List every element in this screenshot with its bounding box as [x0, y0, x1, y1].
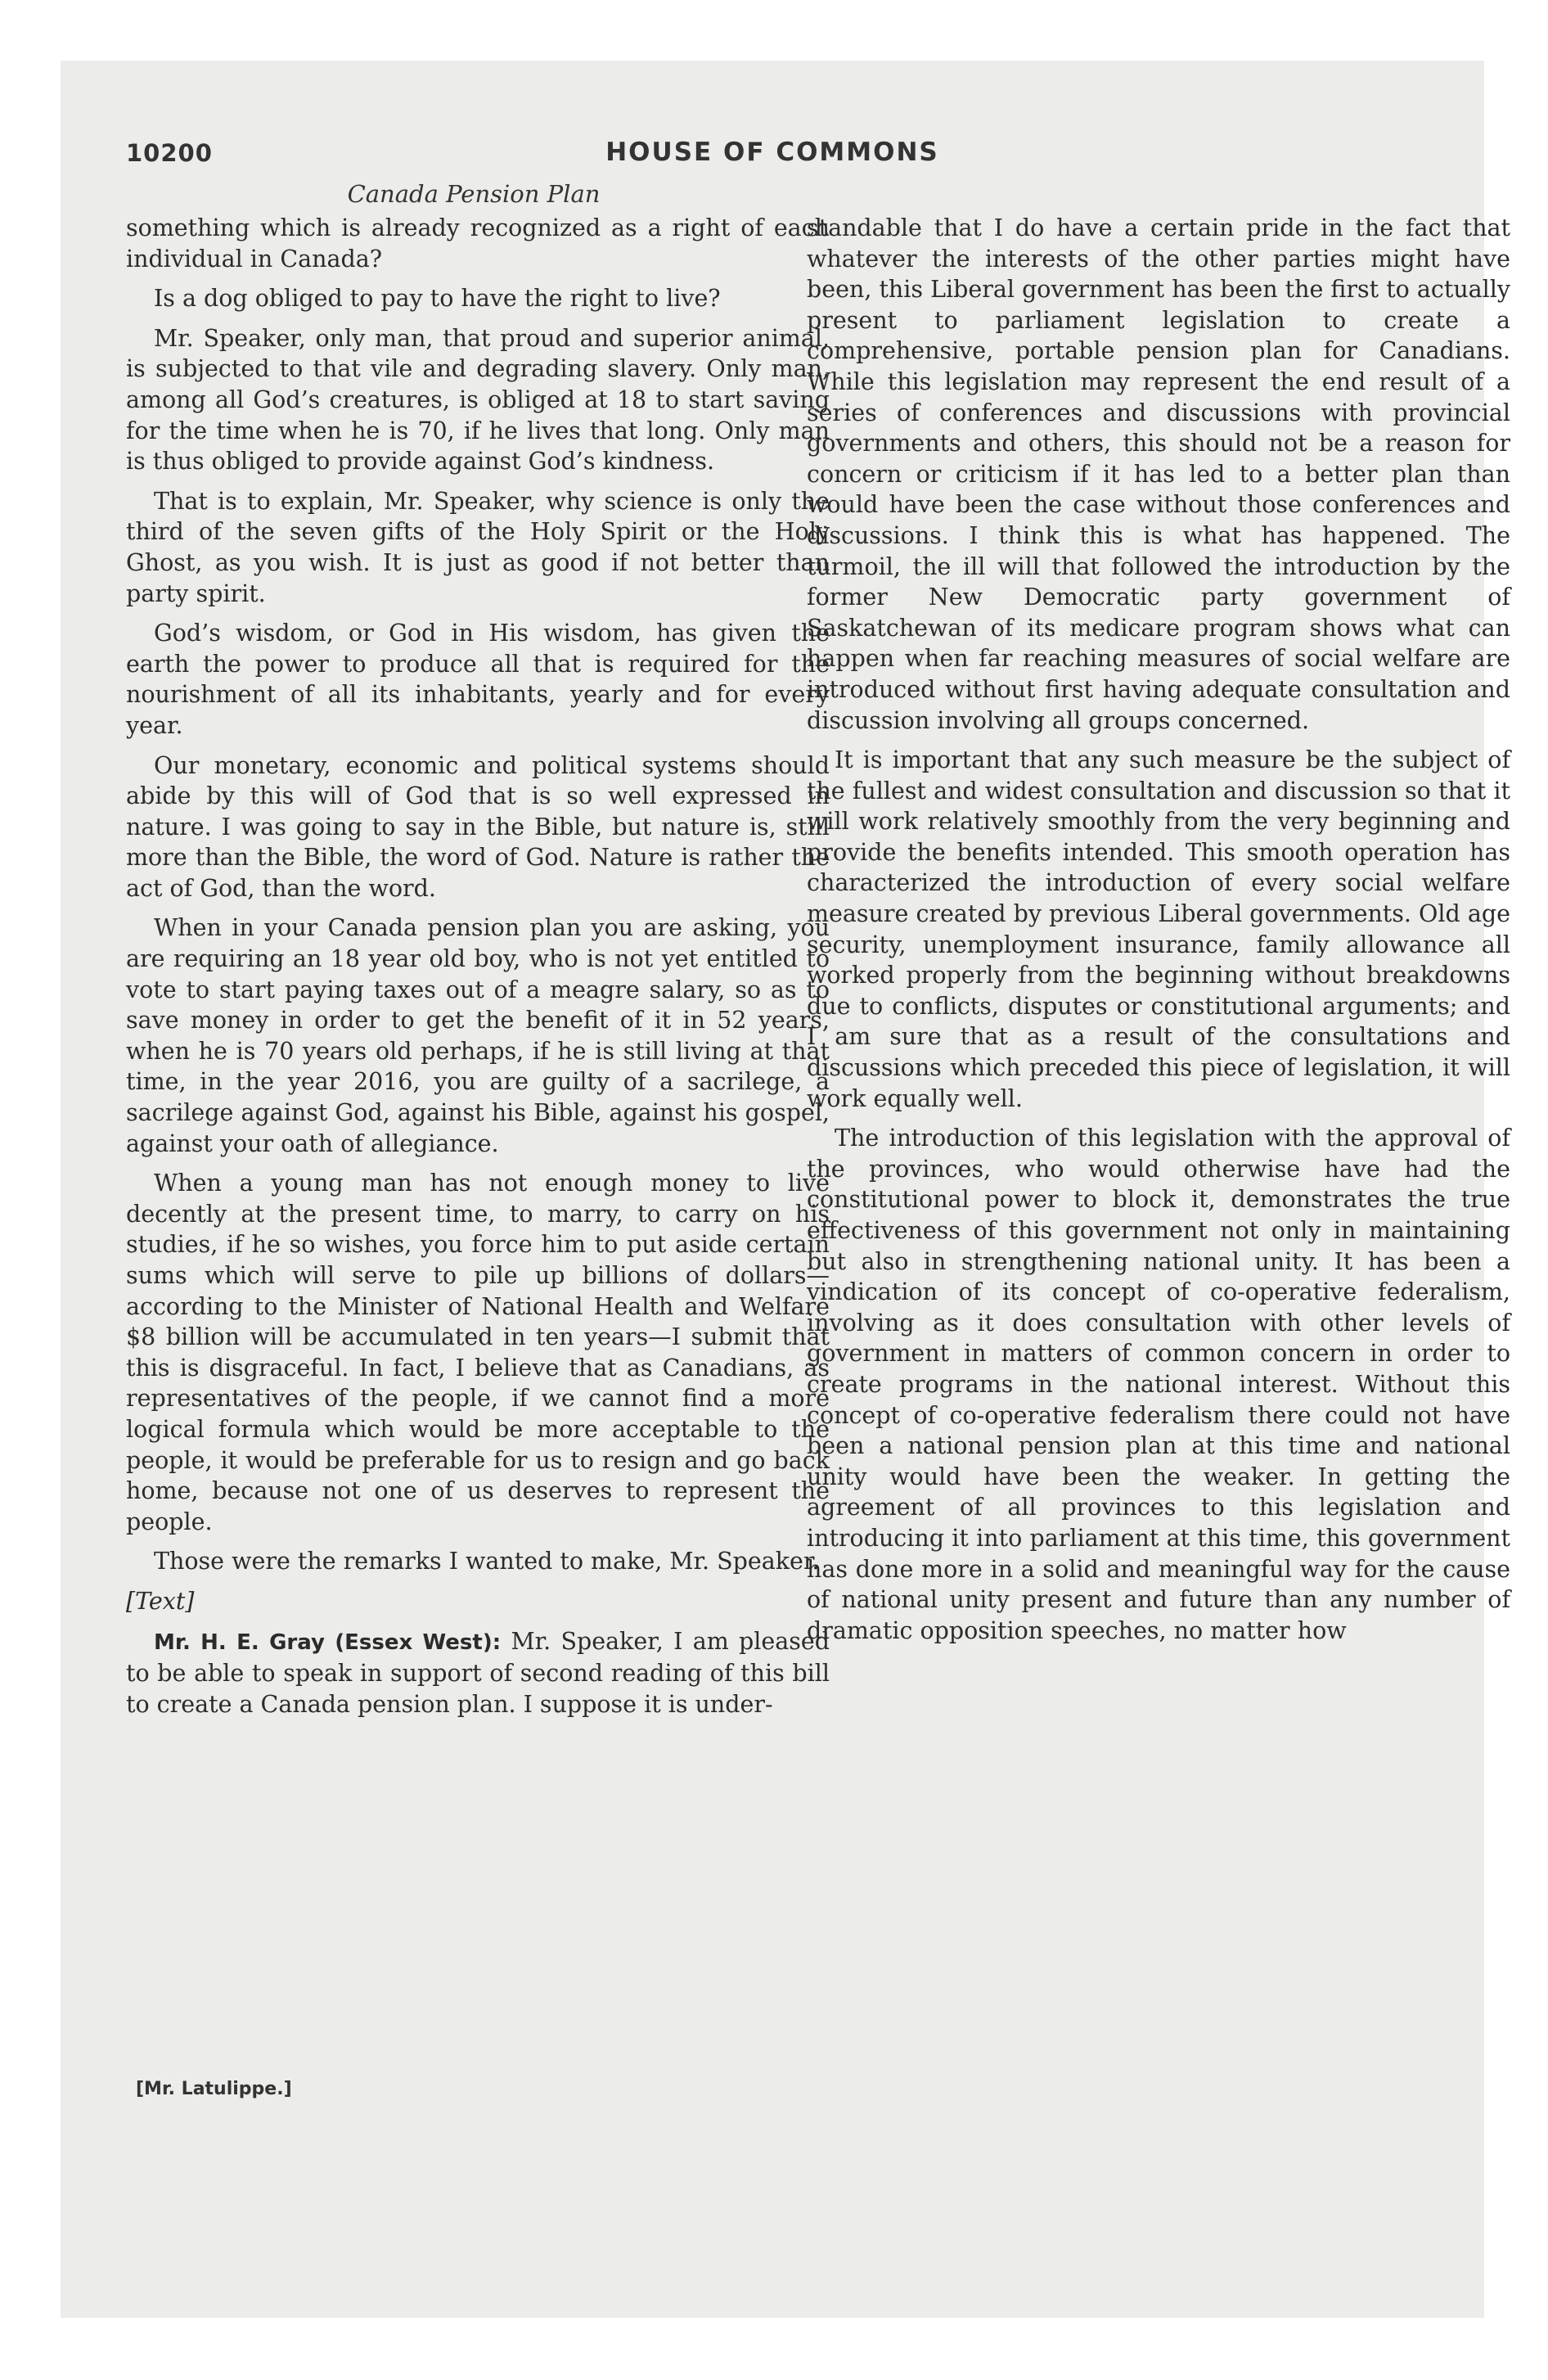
- speaker-paragraph: [126, 1626, 830, 1720]
- paragraph: The introduction of this legislation with the approval of the provinces, who would otherwise have had the constitutional power to block it, demonstrates the true effectiveness of this government not only in maintaining but also in strengthening national unity. It has been a vindication of its concept of co-operative federalism, involving as it does consultation with other levels of government in matters of common concern in order to create programs in the national interest. Without this concept of co-operative federalism there could not have been a national pension plan at this time and national unity would have been the weaker. In getting the agreement of all provinces to this legislation and introducing it into parliament at this time, this government has done more in a solid and meaningful way for the cause of national unity present and future than any number of dramatic opposition speeches, no matter how: [807, 1125, 1510, 1644]
- running-head: HOUSE OF COMMONS: [605, 137, 939, 167]
- paragraph: Is a dog obliged to pay to have the right to live?: [154, 285, 721, 313]
- paragraph: standable that I do have a certain pride in the fact that whatever the interests of the other parties might have been, this Liberal government has been the first to actually present to parliament legislation to create a comprehensive, portable pension plan for Canadians. While this legislation may represent the end result of a series of conferences and discussions with provincial governments and others, this should not be a reason for concern or criticism if it has led to a better plan than would have been the case without those conferences and discussions. I think this is what has happened. The turmoil, the ill will that followed the introduction by the former New Democratic party government of Saskatchewan of its medicare program shows what can happen when far reaching measures of social welfare are introduced without first having adequate consultation and discussion involving all groups concerned.: [807, 214, 1510, 734]
- paragraph: When a young man has not enough money to live decently at the present time, to marry, to carry on his studies, if he so wishes, you force him to put aside certain sums which will serve to pile up billions of dollars— according to the Minister of National Health and Welfare $8 billion will be accumulated in ten years—I submit that this is disgraceful. In fact, I believe that as Canadians, as representatives of the people, if we cannot find a more logical formula which would be more acceptable to the people, it would be preferable for us to resign and go back home, because not one of us deserves to represent the people.: [126, 1170, 830, 1535]
- right-column: [807, 213, 1510, 1655]
- paragraph: It is important that any such measure be the subject of the fullest and widest consultation and discussion so that it will work relatively smoothly from the very beginning and provide the benefits intended. This smooth operation has characterized the introduction of every social welfare measure created by previous Liberal governments. Old age security, unemployment insurance, family allowance all worked properly from the beginning without breakdowns due to conflicts, disputes or constitutional arguments; and I am sure that as a result of the consultations and discussions which preceded this piece of legislation, it will work equally well.: [807, 746, 1510, 1112]
- paragraph: something which is already recognized as a right of each individual in Canada?: [126, 214, 830, 273]
- paragraph: When in your Canada pension plan you are asking, you are requiring an 18 year old boy, who is not yet entitled to vote to start paying taxes out of a meagre salary, so as to save money in order to get the benefit of it in 52 years, when he is 70 years old perhaps, if he is still living at that time, in the year 2016, you are guilty of a sacrilege, a sacrilege against God, against his Bible, against his gospel, against your oath of allegiance.: [126, 914, 830, 1157]
- language-tag: [Text]: [126, 1587, 195, 1615]
- left-column: [126, 213, 830, 1729]
- paragraph: Our monetary, economic and political systems should abide by this will of God that is so well expressed in nature. I was going to say in the Bible, but nature is, still more than the Bible, the word of God. Nature is rather the act of God, than the word.: [126, 751, 830, 902]
- footer-speaker-tag: [Mr. Latulippe.]: [136, 2079, 292, 2099]
- section-title: Canada Pension Plan: [347, 180, 601, 208]
- paragraph: Those were the remarks I wanted to make, Mr. Speaker.: [154, 1548, 820, 1575]
- page-sheet: [61, 61, 1510, 2318]
- page-number: 10200: [126, 139, 213, 167]
- paragraph: That is to explain, Mr. Speaker, why science is only the third of the seven gifts of the Holy Spirit or the Holy Ghost, as you wish. It is just as good if not better than party spirit.: [126, 487, 830, 607]
- paragraph: God’s wisdom, or God in His wisdom, has given the earth the power to produce all that is required for the nourishment of all its inhabitants, yearly and for every year.: [126, 620, 830, 739]
- speech-text: Mr. Speaker, I am pleased to be able to speak in support of second reading of this bill to create a Canada pension plan. I suppose it is under-: [126, 1627, 830, 1718]
- paragraph: Mr. Speaker, only man, that proud and superior animal, is subjected to that vile and degrading slavery. Only man, among all God’s creatures, is obliged at 18 to start saving for the time when he is 70, if he lives that long. Only man is thus obliged to provide against God’s kindness.: [126, 324, 830, 476]
- speaker-name: Mr. H. E. Gray (Essex West):: [154, 1629, 502, 1655]
